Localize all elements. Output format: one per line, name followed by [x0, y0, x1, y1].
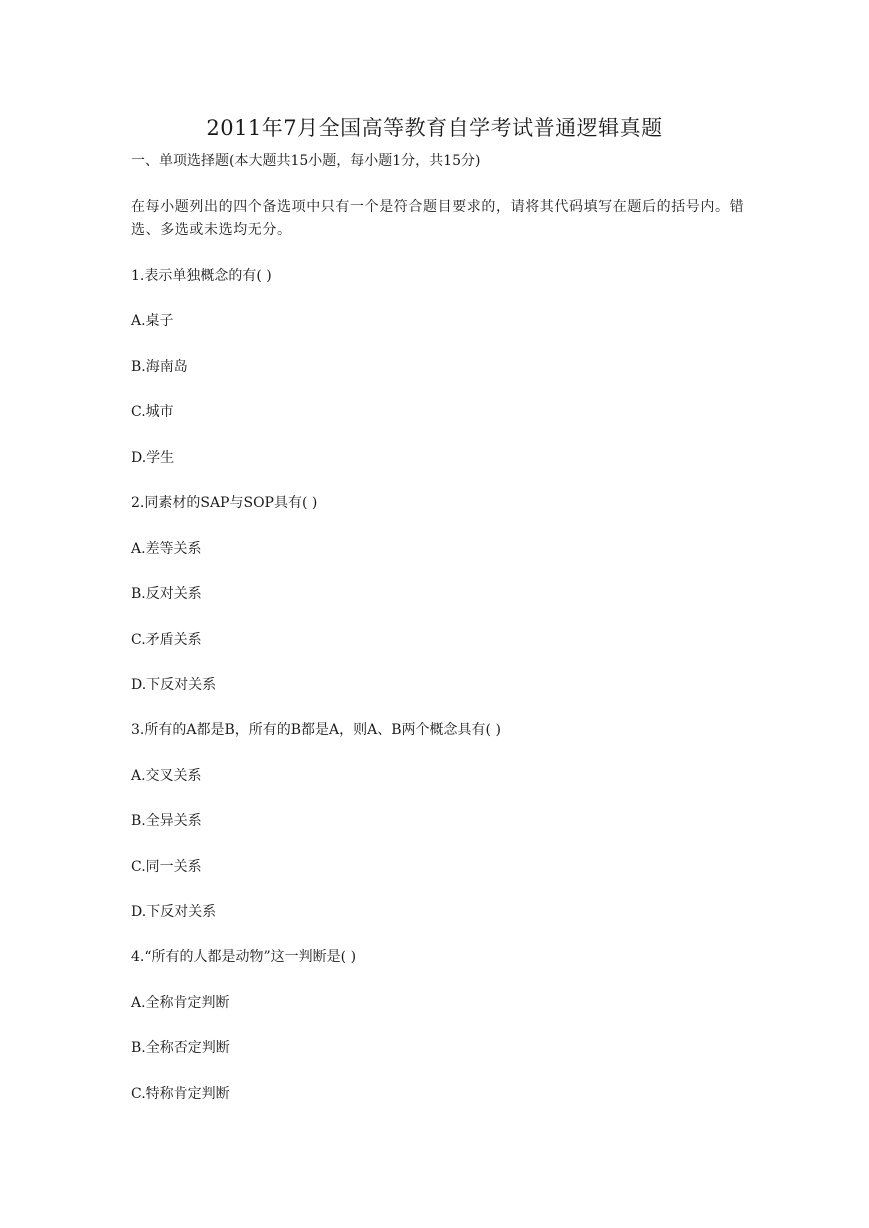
question-3-option-b: B.全异关系: [131, 813, 202, 829]
question-4-option-a: A.全称肯定判断: [131, 995, 230, 1011]
question-4-text: 4.“所有的人都是动物”这一判断是( ): [131, 949, 357, 965]
question-1-option-c: C.城市: [131, 404, 174, 420]
instructions-paragraph: 在每小题列出的四个备选项中只有一个是符合题目要求的，请将其代码填写在题后的括号内。错选、多选或未选均无分。: [131, 199, 745, 238]
question-4-option-c: C.特称肯定判断: [131, 1086, 230, 1102]
question-1-option-b: B.海南岛: [131, 359, 188, 375]
question-4-option-b: B.全称否定判断: [131, 1040, 230, 1056]
question-2-text: 2.同素材的SAP与SOP具有( ): [131, 495, 318, 511]
section-heading: 一、单项选择题(本大题共15小题，每小题1分，共15分): [131, 153, 481, 169]
page-title: 2011年7月全国高等教育自学考试普通逻辑真题: [206, 116, 663, 140]
question-1-option-d: D.学生: [131, 450, 175, 466]
question-3-option-a: A.交叉关系: [131, 768, 202, 784]
question-2-option-b: B.反对关系: [131, 586, 202, 602]
question-3-option-c: C.同一关系: [131, 859, 202, 875]
question-2-option-d: D.下反对关系: [131, 677, 217, 693]
question-1-text: 1.表示单独概念的有( ): [131, 268, 272, 284]
question-2-option-a: A.差等关系: [131, 541, 202, 557]
question-1-option-a: A.桌子: [131, 313, 174, 329]
question-3-option-d: D.下反对关系: [131, 904, 217, 920]
question-3-text: 3.所有的A都是B，所有的B都是A，则A、B两个概念具有( ): [131, 722, 501, 738]
question-2-option-c: C.矛盾关系: [131, 632, 202, 648]
